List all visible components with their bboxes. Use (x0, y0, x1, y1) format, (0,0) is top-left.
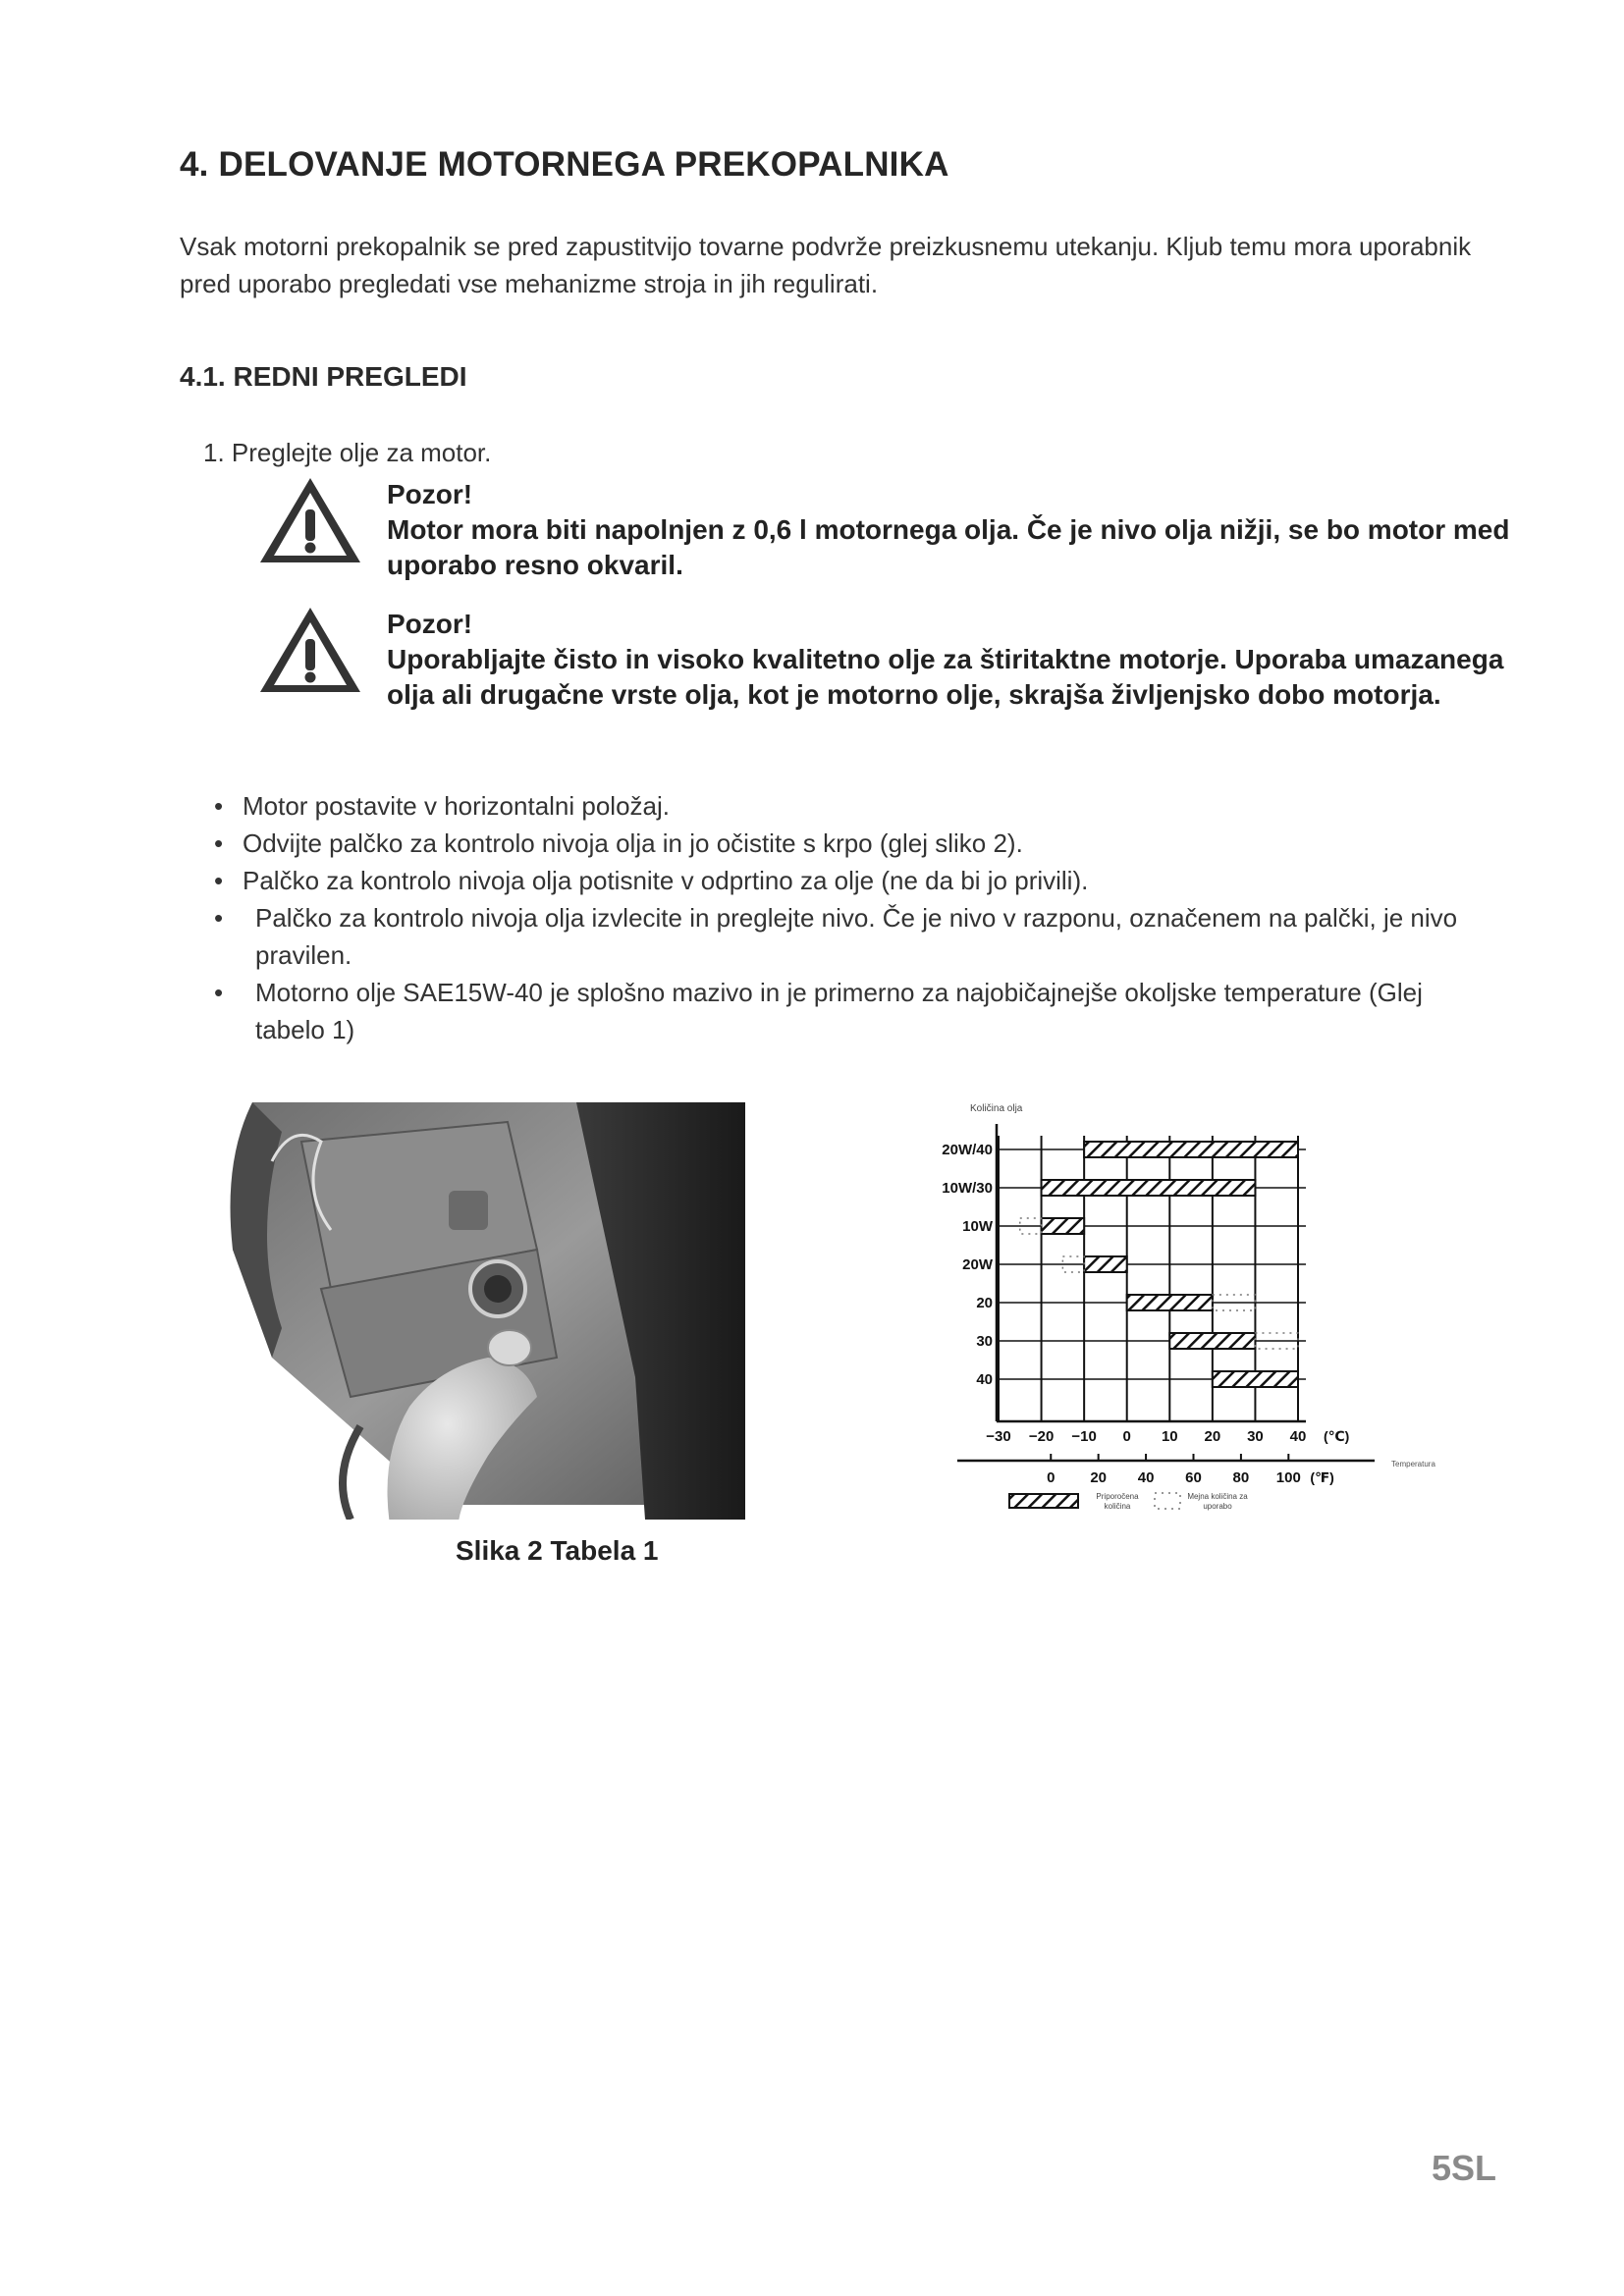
warning-block-1 (387, 477, 1516, 583)
tick-label-c: 30 (1247, 1428, 1264, 1445)
warning-text: Uporabljajte čisto in visoko kvalitetno olje za štiritaktne motorje. Uporaba umazanega olja ali drugačne vrste olja, kot je motorno olje, skrajša življenjsko dobo motorja. (387, 644, 1504, 710)
tick-label-f: 60 (1185, 1469, 1202, 1486)
warning-title: Pozor! (387, 609, 473, 639)
recommended-bar (1084, 1256, 1127, 1272)
warning-text: Motor mora biti napolnjen z 0,6 l motornega olja. Če je nivo olja nižji, se bo motor med uporabo resno okvaril. (387, 514, 1510, 580)
tick-label-f: 40 (1137, 1469, 1155, 1486)
list-item: • Motorno olje SAE15W-40 je splošno mazivo in je primerno za najobičajnejše okoljske temperature (Glej tabelo 1) (211, 974, 1488, 1048)
tick-label-f: 20 (1090, 1469, 1108, 1486)
recommended-bar (1127, 1295, 1213, 1310)
tick-label-f: 80 (1232, 1469, 1250, 1486)
category-label: 40 (976, 1371, 993, 1388)
category-label: 10W (962, 1218, 993, 1235)
oil-viscosity-chart (903, 1090, 1453, 1531)
legend-swatch-recommended (1009, 1494, 1078, 1508)
recommended-bar (1042, 1218, 1085, 1234)
tick-label-f: 0 (1047, 1469, 1056, 1486)
tick-label-c: −20 (1028, 1428, 1055, 1445)
warning-title: Pozor! (387, 479, 473, 509)
tick-label-f: 100 (1275, 1469, 1301, 1486)
recommended-bar (1169, 1333, 1255, 1349)
figure-caption: Slika 2 Tabela 1 (456, 1535, 659, 1566)
tick-label-c: 0 (1122, 1428, 1131, 1445)
recommended-bar (1084, 1142, 1298, 1157)
tick-label-c: −30 (986, 1428, 1011, 1445)
chart-title: Količina olja (970, 1103, 1023, 1114)
category-label: 20W/40 (942, 1142, 993, 1158)
tick-label-c: −10 (1071, 1428, 1097, 1445)
engine-dipstick-photo (213, 1102, 745, 1520)
category-label: 20 (976, 1295, 993, 1311)
subsection-heading: 4.1. REDNI PREGLEDI (180, 361, 467, 392)
recommended-bar (1042, 1180, 1256, 1196)
tick-label-c: 10 (1161, 1428, 1178, 1445)
intro-paragraph: Vsak motorni prekopalnik se pred zapustitvijo tovarne podvrže preizkusnemu utekanju. Kljub temu mora uporabnik pred uporabo pregledati vse mehanizme stroja in jih regulirati. (180, 232, 1472, 298)
section-heading: 4. DELOVANJE MOTORNEGA PREKOPALNIKA (180, 145, 949, 184)
list-item: • Palčko za kontrolo nivoja olja potisnite v odprtino za olje (ne da bi jo privili). (211, 862, 1488, 899)
legend-swatch-limit (1155, 1493, 1180, 1509)
legend-label-recommended-line2: količina (1104, 1502, 1131, 1511)
legend-label-limit: Mejna količina za (1187, 1492, 1248, 1501)
unit-label-f: (℉) (1310, 1469, 1334, 1485)
unit-label-c: (℃) (1324, 1428, 1350, 1444)
step-1: 1. Preglejte olje za motor. (203, 438, 492, 467)
warning-block-2 (387, 607, 1516, 713)
instruction-list (211, 787, 1488, 1048)
tick-label-c: 40 (1289, 1428, 1307, 1445)
list-item: • Palčko za kontrolo nivoja olja izvlecite in preglejte nivo. Če je nivo v razponu, označenem na palčki, je nivo pravilen. (211, 899, 1488, 974)
recommended-bar (1213, 1371, 1298, 1387)
x-axis-title: Temperatura (1391, 1460, 1435, 1468)
list-item: • Odvijte palčko za kontrolo nivoja olja in jo očistite s krpo (glej sliko 2). (211, 825, 1488, 862)
legend-label-recommended: Priporočena (1096, 1492, 1139, 1501)
legend-label-limit-line2: uporabo (1203, 1502, 1232, 1511)
list-item: • Motor postavite v horizontalni položaj. (211, 787, 1488, 825)
category-label: 20W (962, 1256, 993, 1273)
category-label: 10W/30 (942, 1180, 993, 1197)
tick-label-c: 20 (1204, 1428, 1221, 1445)
page-number: 5SL (1432, 2148, 1497, 2188)
warning-triangle-icon (257, 605, 363, 695)
warning-triangle-icon (257, 475, 363, 565)
category-label: 30 (976, 1333, 993, 1350)
